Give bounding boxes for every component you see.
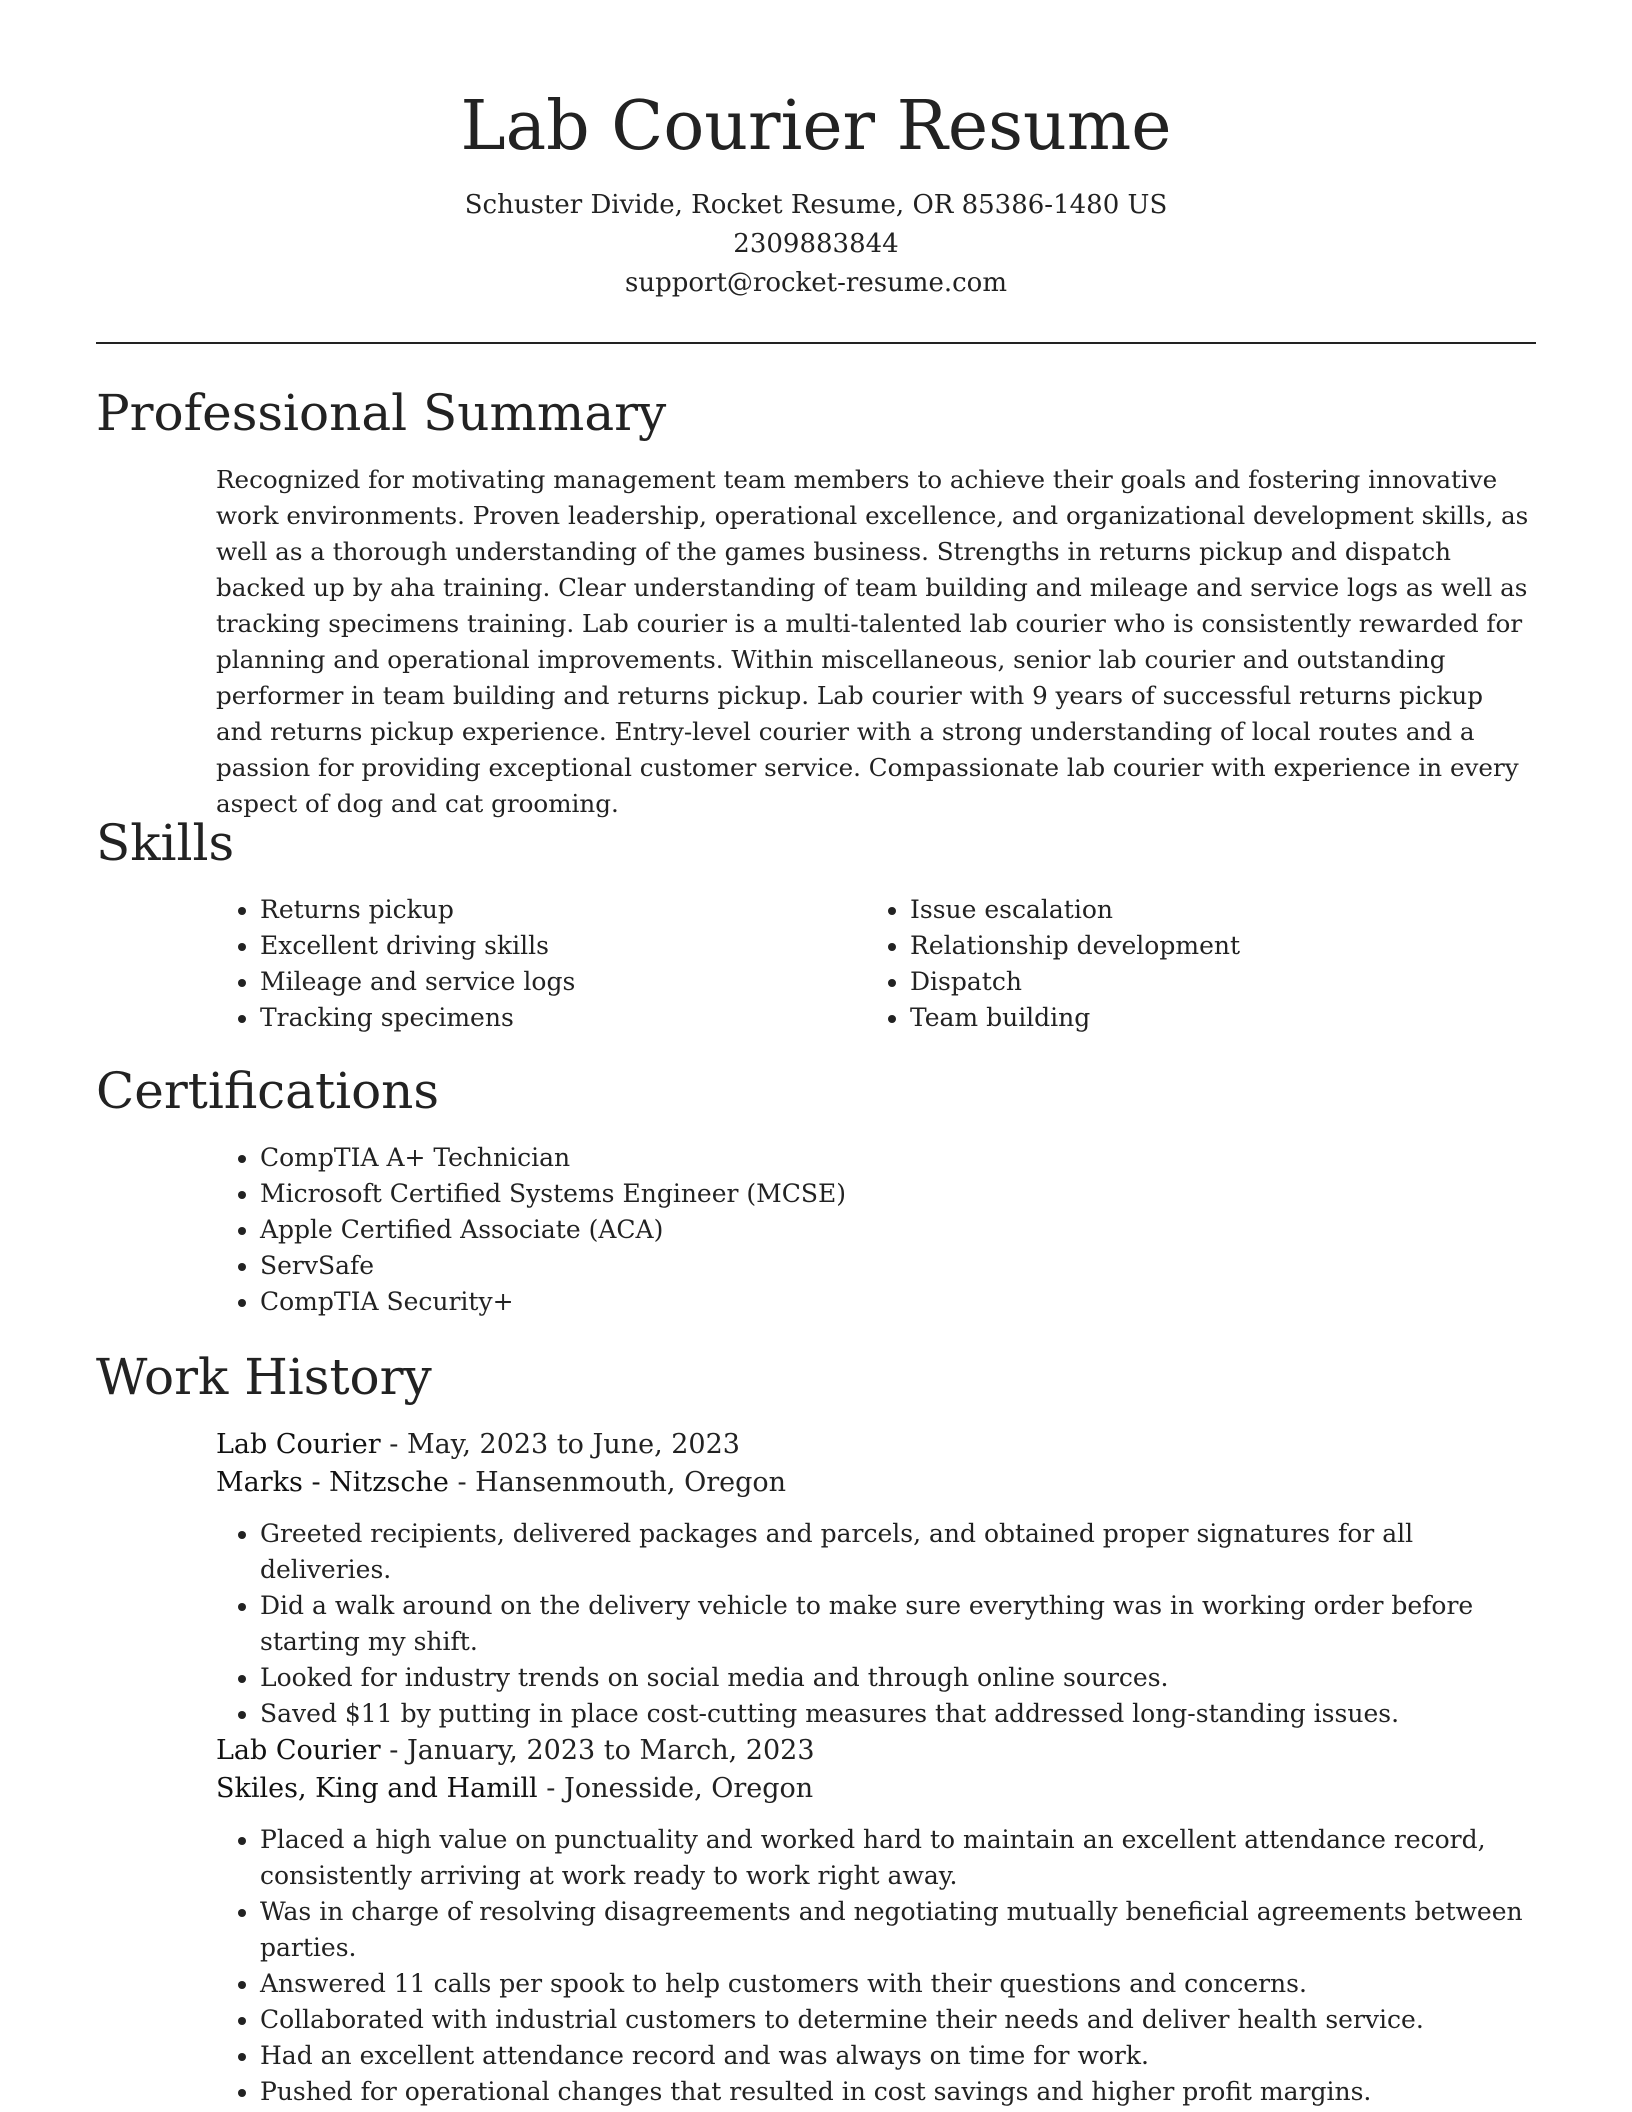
job-entry (216, 1732, 1536, 2110)
job-bullet: • Answered 11 calls per spook to help customers with their questions and concerns. (260, 1966, 1540, 2002)
certifications-heading: Certifications (96, 1062, 440, 1120)
resume-header (96, 78, 1536, 303)
skill-item: • Team building (910, 1000, 1240, 1036)
contact-block (96, 186, 1536, 303)
certification-item: • CompTIA A+ Technician (260, 1140, 846, 1176)
header-divider (96, 342, 1536, 344)
skill-item: • Issue escalation (910, 892, 1240, 928)
job-company-line: Skiles, King and Hamill - Jonesside, Oregon (216, 1773, 814, 1804)
job-company-line: Marks - Nitzsche - Hansenmouth, Oregon (216, 1467, 787, 1498)
skill-item: • Mileage and service logs (260, 964, 575, 1000)
skills-column-left (216, 892, 575, 1036)
job-bullet: • Pushed for operational changes that resulted in cost savings and higher profit margins. (260, 2074, 1540, 2110)
job-bullet: • Looked for industry trends on social media and through online sources. (260, 1660, 1540, 1696)
job-bullet: • Was in charge of resolving disagreements and negotiating mutually beneficial agreements between parties. (260, 1894, 1540, 1966)
job-bullets (216, 1516, 1540, 1732)
job-bullet: • Saved $11 by putting in place cost-cutting measures that addressed long-standing issues. (260, 1696, 1540, 1732)
certification-item: • Microsoft Certified Systems Engineer (MCSE) (260, 1176, 846, 1212)
job-entry (216, 1426, 1536, 1732)
job-bullet: • Did a walk around on the delivery vehicle to make sure everything was in working order before starting my shift. (260, 1588, 1540, 1660)
job-bullet: • Placed a high value on punctuality and worked hard to maintain an excellent attendance record, consistently arriving at work ready to work right away. (260, 1822, 1540, 1894)
job-dates: January, 2023 to March, 2023 (406, 1735, 815, 1766)
job-bullet: • Greeted recipients, delivered packages and parcels, and obtained proper signatures for all deliveries. (260, 1516, 1540, 1588)
summary-heading: Professional Summary (96, 384, 667, 442)
skills-column-right (866, 892, 1240, 1036)
skill-item: • Returns pickup (260, 892, 575, 928)
skill-item: • Tracking specimens (260, 1000, 575, 1036)
certification-item: • Apple Certified Associate (ACA) (260, 1212, 846, 1248)
work-history-heading: Work History (96, 1348, 432, 1406)
certifications-list (216, 1140, 846, 1320)
certification-item: • CompTIA Security+ (260, 1284, 846, 1320)
job-company: Marks - Nitzsche (216, 1467, 449, 1498)
skill-item: • Relationship development (910, 928, 1240, 964)
job-location: Jonesside, Oregon (564, 1773, 814, 1804)
job-bullet: • Had an excellent attendance record and was always on time for work. (260, 2038, 1540, 2074)
job-company: Skiles, King and Hamill (216, 1773, 538, 1804)
address: Schuster Divide, Rocket Resume, OR 85386-1480 US (464, 190, 1168, 220)
job-bullets (216, 1822, 1540, 2110)
job-title-line: Lab Courier - January, 2023 to March, 2023 (216, 1735, 815, 1766)
summary-text: Recognized for motivating management team members to achieve their goals and fostering innovative work environments. Proven leadership, operational excellence, and organizational development skills, as well as a thorough understanding of the games business. Strengths in returns pickup and dispatch backed up by aha training. Clear understanding of team building and mileage and service logs as well as tracking specimens training. Lab courier is a multi-talented lab courier who is consistently rewarded for planning and operational improvements. Within miscellaneous, senior lab courier and outstanding performer in team building and returns pickup. Lab courier with 9 years of successful returns pickup and returns pickup experience. Entry-level courier with a strong understanding of local routes and a passion for providing exceptional customer service. Compassionate lab courier with experience in every aspect of dog and cat grooming. (216, 465, 1529, 818)
job-role: Lab Courier (216, 1429, 381, 1460)
job-bullet: • Collaborated with industrial customers to determine their needs and deliver health service. (260, 2002, 1540, 2038)
job-role: Lab Courier (216, 1735, 381, 1766)
job-location: Hansenmouth, Oregon (475, 1467, 787, 1498)
skill-item: • Dispatch (910, 964, 1240, 1000)
skill-item: • Excellent driving skills (260, 928, 575, 964)
email: support@rocket-resume.com (624, 268, 1007, 298)
job-title-line: Lab Courier - May, 2023 to June, 2023 (216, 1429, 740, 1460)
phone: 2309883844 (733, 229, 899, 259)
job-dates: May, 2023 to June, 2023 (406, 1429, 740, 1460)
certification-item: • ServSafe (260, 1248, 846, 1284)
resume-title: Lab Courier Resume (460, 87, 1172, 166)
skills-heading: Skills (96, 814, 235, 872)
